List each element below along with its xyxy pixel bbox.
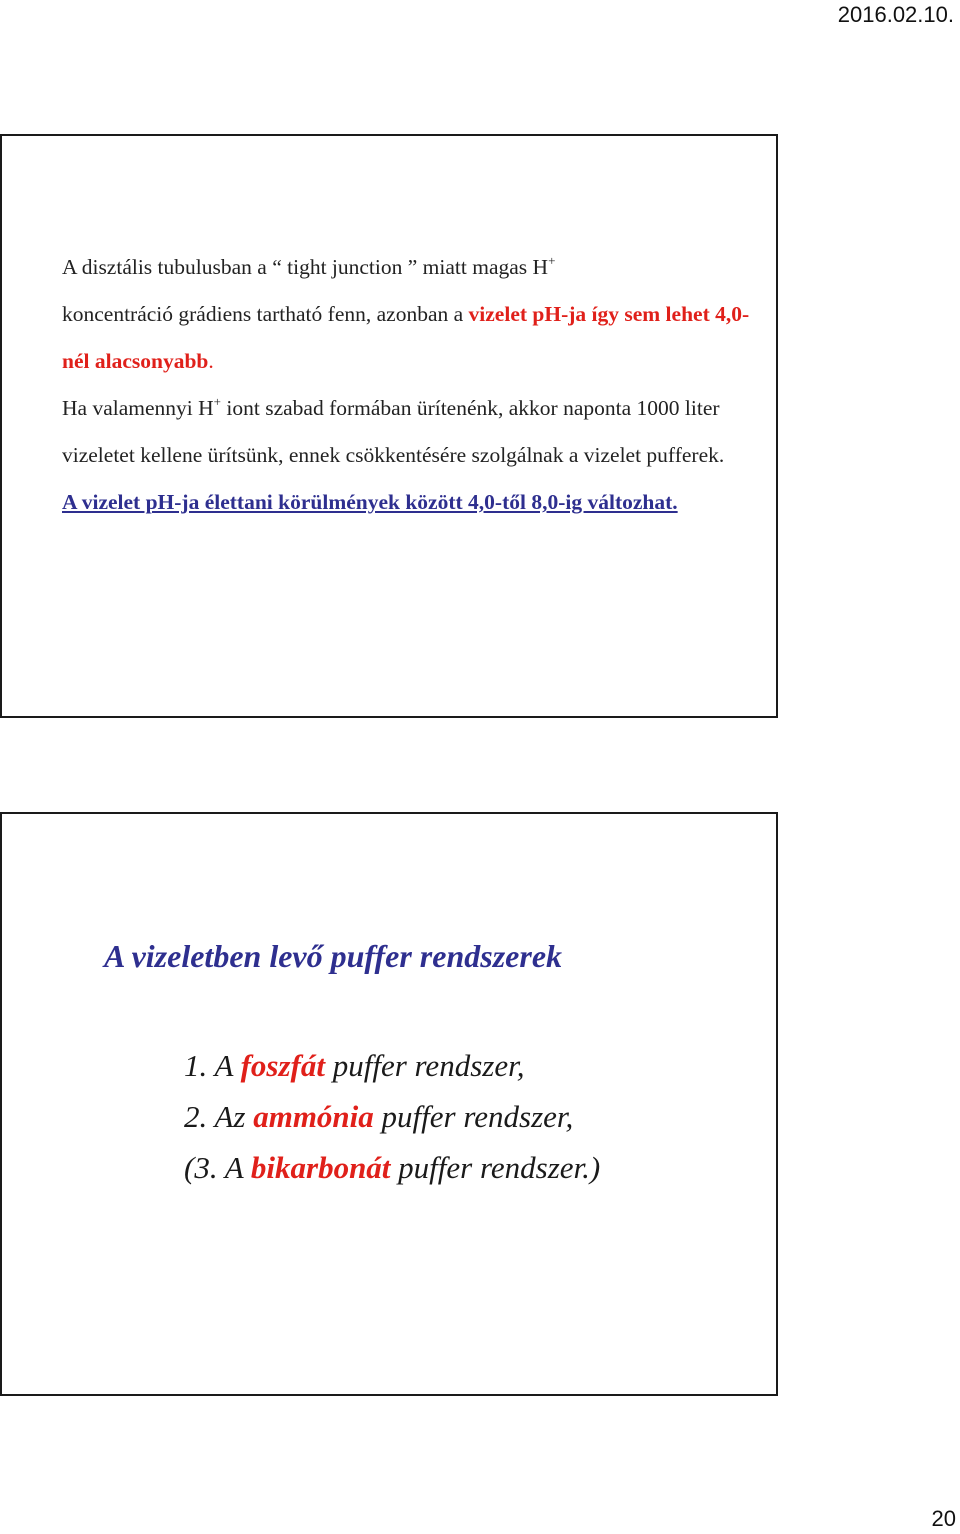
- paragraph-buffers: [62, 385, 762, 479]
- list-item-prefix: 2. Az: [184, 1099, 254, 1134]
- buffer-list: [184, 1040, 600, 1193]
- p1-text-b: koncentráció grádiens tartható fenn, azonban a: [62, 302, 469, 326]
- list-item-prefix: 1. A: [184, 1048, 241, 1083]
- p1-period: .: [208, 349, 214, 373]
- list-item-suffix: puffer rendszer.): [390, 1150, 601, 1185]
- p1-text-a: A disztális tubulusban a “ tight junction ” miatt magas H: [62, 255, 549, 279]
- list-item-prefix: (3. A: [184, 1150, 251, 1185]
- header-date: 2016.02.10.: [837, 2, 954, 27]
- list-item: [184, 1142, 600, 1193]
- paragraph-ph-range: [62, 479, 762, 526]
- p2-text-b: iont szabad formában ürítenénk, akkor naponta 1000 liter vizeletet kellene ürítsünk, ennek csökkentésére szolgálnak a vizelet pufferek.: [62, 396, 725, 467]
- list-item: [184, 1040, 600, 1091]
- p1-highlight: vizelet pH-ja így sem lehet 4,0-nél alacsonyabb: [62, 302, 750, 373]
- p2-text-a: Ha valamennyi H: [62, 396, 214, 420]
- list-item-suffix: puffer rendszer,: [324, 1048, 525, 1083]
- p3-underlined: A vizelet pH-ja élettani körülmények között 4,0-től 8,0-ig változhat.: [62, 490, 678, 514]
- p2-superscript: +: [213, 394, 221, 409]
- slide-2-title: A vizeletben levő puffer rendszerek: [104, 938, 563, 974]
- paragraph-tight-junction: [62, 244, 762, 385]
- list-item-keyword: ammónia: [253, 1099, 374, 1134]
- page-number: 20: [931, 1506, 956, 1531]
- p1-superscript: +: [548, 253, 556, 268]
- list-item-keyword: bikarbonát: [250, 1150, 391, 1185]
- list-item-suffix: puffer rendszer,: [373, 1099, 574, 1134]
- list-item: [184, 1091, 600, 1142]
- list-item-keyword: foszfát: [240, 1048, 325, 1083]
- slide-1-text: [62, 244, 762, 526]
